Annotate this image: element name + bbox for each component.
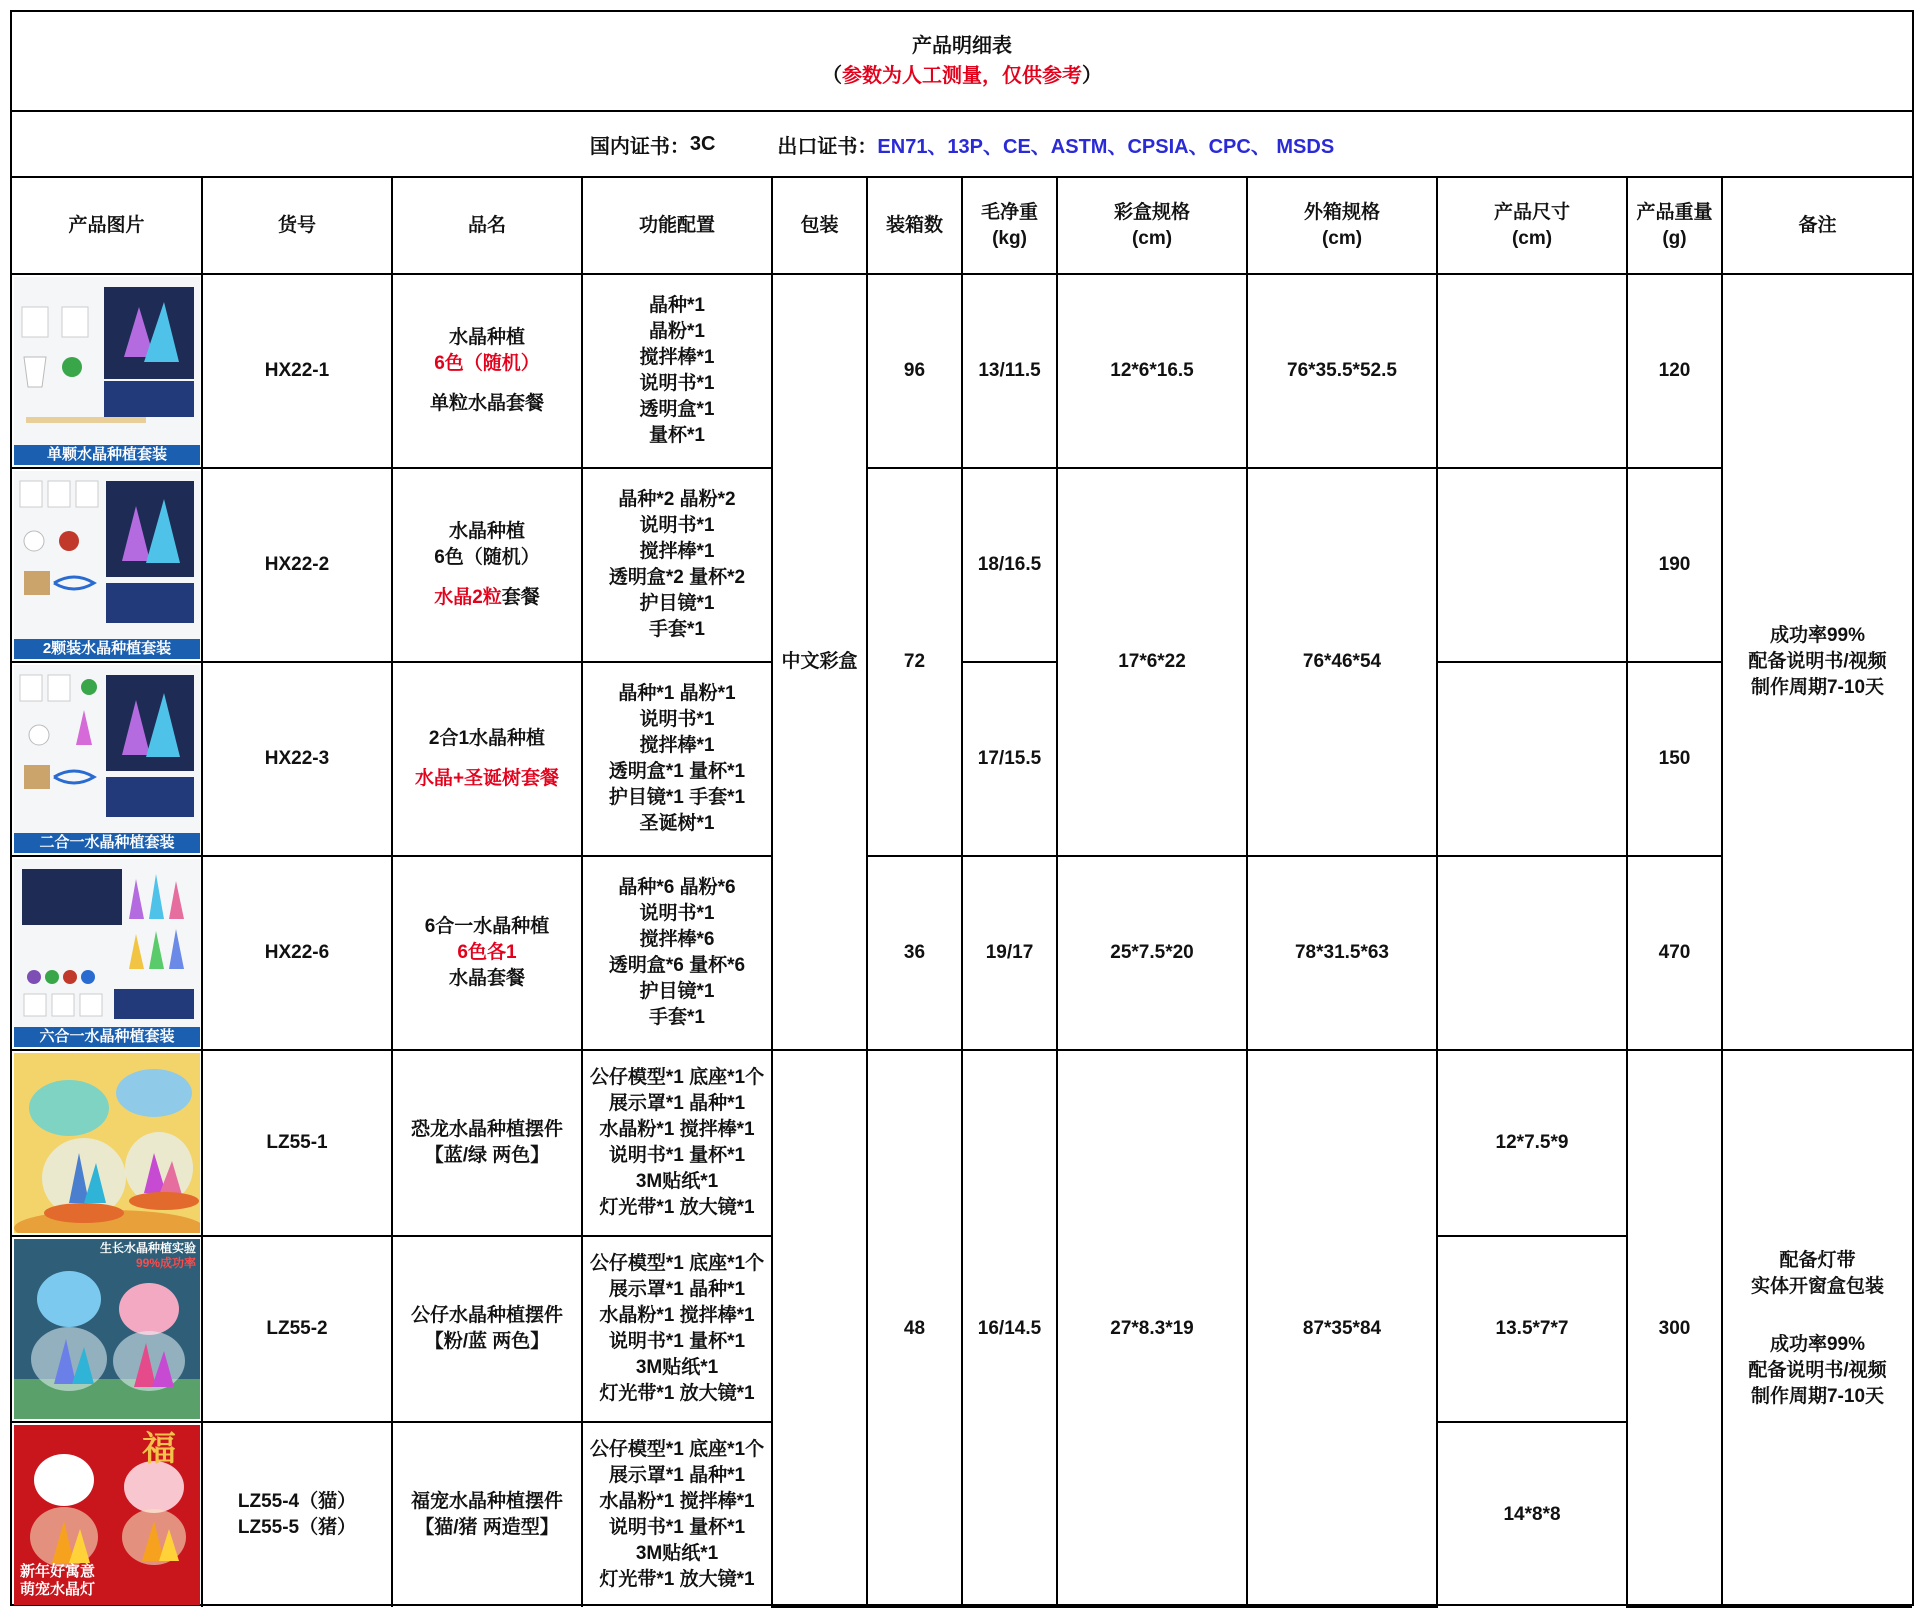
- page-title: 产品明细表: [912, 35, 1012, 57]
- table-row: [12, 274, 1912, 468]
- sku-cell: HX22-6: [202, 856, 392, 1050]
- name-cell: 水晶种植 6色（随机） 水晶2粒套餐: [392, 468, 582, 662]
- name-cell: 水晶种植 6色（随机） 单粒水晶套餐: [392, 274, 582, 468]
- product-image: [14, 277, 200, 465]
- domestic-cert-label: 国内证书：: [589, 135, 690, 158]
- size-cell: 14*8*8: [1437, 1422, 1627, 1607]
- box-cell: 12*6*16.5: [1057, 274, 1247, 468]
- qty-cell: 36: [867, 856, 962, 1050]
- weight-cell: 18/16.5: [962, 468, 1057, 662]
- size-cell: [1437, 856, 1627, 1050]
- table-row: [12, 856, 1912, 1050]
- config-cell: 晶种*1 晶粉*1 说明书*1 搅拌棒*1 透明盒*1 量杯*1 护目镜*1 手套*1 圣诞树*1: [582, 662, 772, 856]
- product-image-cell: [12, 662, 202, 856]
- product-image: [14, 1239, 200, 1419]
- image-overlay-text: 新年好寓意 萌宠水晶灯: [20, 1563, 96, 1598]
- header-row: [12, 178, 1912, 274]
- pack-cell: [772, 1050, 867, 1607]
- config-cell: 公仔模型*1 底座*1个 展示罩*1 晶种*1 水晶粉*1 搅拌棒*1 说明书*1 量杯*1 3M贴纸*1 灯光带*1 放大镜*1: [582, 1050, 772, 1236]
- image-caption: 二合一水晶种植套装: [14, 833, 200, 853]
- header-size: 产品尺寸 (cm): [1437, 178, 1627, 274]
- header-box: 彩盒规格 (cm): [1057, 178, 1247, 274]
- box-cell: 25*7.5*20: [1057, 856, 1247, 1050]
- product-image: [14, 1053, 200, 1233]
- qty-cell: 96: [867, 274, 962, 468]
- header-name: 品名: [392, 178, 582, 274]
- spec-sheet: [10, 10, 1914, 1606]
- table-row: [12, 468, 1912, 662]
- image-caption: 单颗水晶种植套装: [14, 445, 200, 465]
- title-row: [12, 12, 1912, 112]
- sku-cell: LZ55-2: [202, 1236, 392, 1422]
- product-table: [12, 178, 1912, 1608]
- remark-cell: 配备灯带 实体开窗盒包装 成功率99% 配备说明书/视频 制作周期7-10天: [1722, 1050, 1912, 1607]
- product-image: [14, 1425, 200, 1605]
- config-cell: 公仔模型*1 底座*1个 展示罩*1 晶种*1 水晶粉*1 搅拌棒*1 说明书*1 量杯*1 3M贴纸*1 灯光带*1 放大镜*1: [582, 1236, 772, 1422]
- fu-glyph: 福: [142, 1429, 176, 1469]
- remark-cell: 成功率99% 配备说明书/视频 制作周期7-10天: [1722, 274, 1912, 1050]
- product-image: [14, 665, 200, 853]
- sku-cell: LZ55-4（猫） LZ55-5（猪）: [202, 1422, 392, 1607]
- size-cell: [1437, 274, 1627, 468]
- carton-cell: 76*35.5*52.5: [1247, 274, 1437, 468]
- export-cert-value: EN71、13P、CE、ASTM、CPSIA、CPC、 MSDS: [877, 135, 1335, 158]
- sku-cell: HX22-3: [202, 662, 392, 856]
- name-cell: 恐龙水晶种植摆件 【蓝/绿 两色】: [392, 1050, 582, 1236]
- product-image-cell: [12, 1236, 202, 1422]
- header-pack: 包装: [772, 178, 867, 274]
- table-row: [12, 1050, 1912, 1236]
- header-config: 功能配置: [582, 178, 772, 274]
- carton-cell: 87*35*84: [1247, 1050, 1437, 1607]
- header-remark: 备注: [1722, 178, 1912, 274]
- config-cell: 晶种*2 晶粉*2 说明书*1 搅拌棒*1 透明盒*2 量杯*2 护目镜*1 手套*1: [582, 468, 772, 662]
- product-weight-cell: 120: [1627, 274, 1722, 468]
- image-caption: 2颗装水晶种植套装: [14, 639, 200, 659]
- header-carton: 外箱规格 (cm): [1247, 178, 1437, 274]
- export-cert-label: 出口证书：: [777, 135, 878, 158]
- table-row: [12, 662, 1912, 856]
- name-cell: 公仔水晶种植摆件 【粉/蓝 两色】: [392, 1236, 582, 1422]
- header-image: 产品图片: [12, 178, 202, 274]
- product-weight-cell: 150: [1627, 662, 1722, 856]
- config-cell: 公仔模型*1 底座*1个 展示罩*1 晶种*1 水晶粉*1 搅拌棒*1 说明书*1 量杯*1 3M贴纸*1 灯光带*1 放大镜*1: [582, 1422, 772, 1607]
- image-caption: 六合一水晶种植套装: [14, 1027, 200, 1047]
- product-image: [14, 471, 200, 659]
- weight-cell: 19/17: [962, 856, 1057, 1050]
- sku-cell: HX22-2: [202, 468, 392, 662]
- qty-cell: 72: [867, 468, 962, 856]
- pack-cell: 中文彩盒: [772, 274, 867, 1050]
- name-cell: 6合一水晶种植 6色各1 水晶套餐: [392, 856, 582, 1050]
- header-qty: 装箱数: [867, 178, 962, 274]
- box-cell: 17*6*22: [1057, 468, 1247, 856]
- size-cell: [1437, 468, 1627, 662]
- product-image-cell: [12, 1422, 202, 1607]
- header-product-weight: 产品重量 (g): [1627, 178, 1722, 274]
- product-image-cell: [12, 468, 202, 662]
- product-weight-cell: 470: [1627, 856, 1722, 1050]
- header-sku: 货号: [202, 178, 392, 274]
- header-weight: 毛净重 (kg): [962, 178, 1057, 274]
- weight-cell: 16/14.5: [962, 1050, 1057, 1607]
- weight-cell: 13/11.5: [962, 274, 1057, 468]
- carton-cell: 78*31.5*63: [1247, 856, 1437, 1050]
- carton-cell: 76*46*54: [1247, 468, 1437, 856]
- product-image-cell: [12, 274, 202, 468]
- size-cell: 12*7.5*9: [1437, 1050, 1627, 1236]
- product-weight-cell: 300: [1627, 1050, 1722, 1607]
- product-image-cell: [12, 856, 202, 1050]
- name-cell: 福宠水晶种植摆件 【猫/猪 两造型】: [392, 1422, 582, 1607]
- config-cell: 晶种*6 晶粉*6 说明书*1 搅拌棒*6 透明盒*6 量杯*6 护目镜*1 手套*1: [582, 856, 772, 1050]
- product-image: [14, 859, 200, 1047]
- weight-cell: 17/15.5: [962, 662, 1057, 856]
- title-note: （参数为人工测量，仅供参考）: [822, 65, 1102, 87]
- product-weight-cell: 190: [1627, 468, 1722, 662]
- product-image-cell: [12, 1050, 202, 1236]
- size-cell: 13.5*7*7: [1437, 1236, 1627, 1422]
- image-overlay-text: 生长水晶种植实验 99%成功率: [99, 1241, 196, 1270]
- name-cell: 2合1水晶种植 水晶+圣诞树套餐: [392, 662, 582, 856]
- sku-cell: HX22-1: [202, 274, 392, 468]
- domestic-cert-value: 3C: [689, 132, 716, 155]
- certificate-row: [12, 112, 1912, 178]
- config-cell: 晶种*1 晶粉*1 搅拌棒*1 说明书*1 透明盒*1 量杯*1: [582, 274, 772, 468]
- box-cell: 27*8.3*19: [1057, 1050, 1247, 1607]
- sku-cell: LZ55-1: [202, 1050, 392, 1236]
- qty-cell: 48: [867, 1050, 962, 1607]
- size-cell: [1437, 662, 1627, 856]
